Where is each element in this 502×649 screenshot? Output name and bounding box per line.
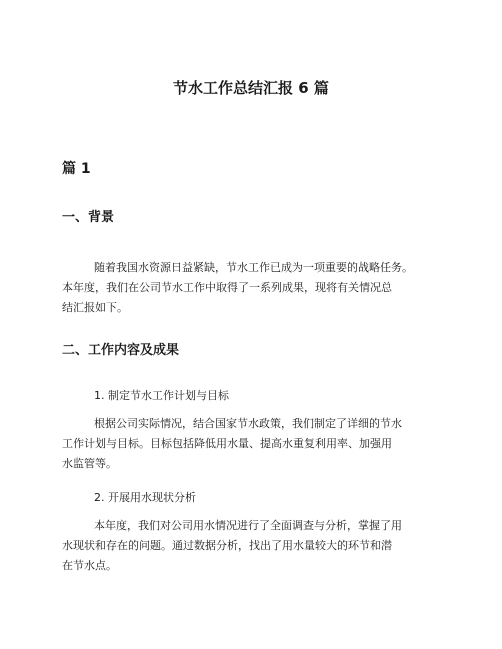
paragraph-line: 工作计划与目标。目标包括降低用水量、提高水重复利用率、加强用 xyxy=(62,437,392,450)
background-paragraph xyxy=(62,258,452,318)
paragraph-line: 水监管等。 xyxy=(62,457,117,470)
paragraph-line: 在节水点。 xyxy=(62,559,117,572)
paragraph-line: 水现状和存在的问题。通过数据分析，找出了用水量较大的环节和潜 xyxy=(62,539,392,552)
paragraph-line: 结汇报如下。 xyxy=(62,301,128,314)
section-heading-content: 二、工作内容及成果 xyxy=(62,343,180,358)
analysis-paragraph xyxy=(62,516,452,576)
item-title-analysis: 2. 开展用水现状分析 xyxy=(94,491,196,504)
paragraph-line: 本年度，我们对公司用水情况进行了全面调查与分析，掌握了用 xyxy=(94,519,402,532)
paragraph-line: 本年度，我们在公司节水工作中取得了一系列成果，现将有关情况总 xyxy=(62,281,392,294)
part-heading: 篇 1 xyxy=(62,161,91,177)
paragraph-line: 随着我国水资源日益紧缺，节水工作已成为一项重要的战略任务。 xyxy=(94,261,413,274)
plan-paragraph xyxy=(62,414,452,474)
item-title-plan: 1. 制定节水工作计划与目标 xyxy=(94,389,229,402)
paragraph-line: 根据公司实际情况，结合国家节水政策，我们制定了详细的节水 xyxy=(94,417,402,430)
section-heading-background: 一、背景 xyxy=(62,210,115,225)
document-title: 节水工作总结汇报 6 篇 xyxy=(173,79,329,97)
